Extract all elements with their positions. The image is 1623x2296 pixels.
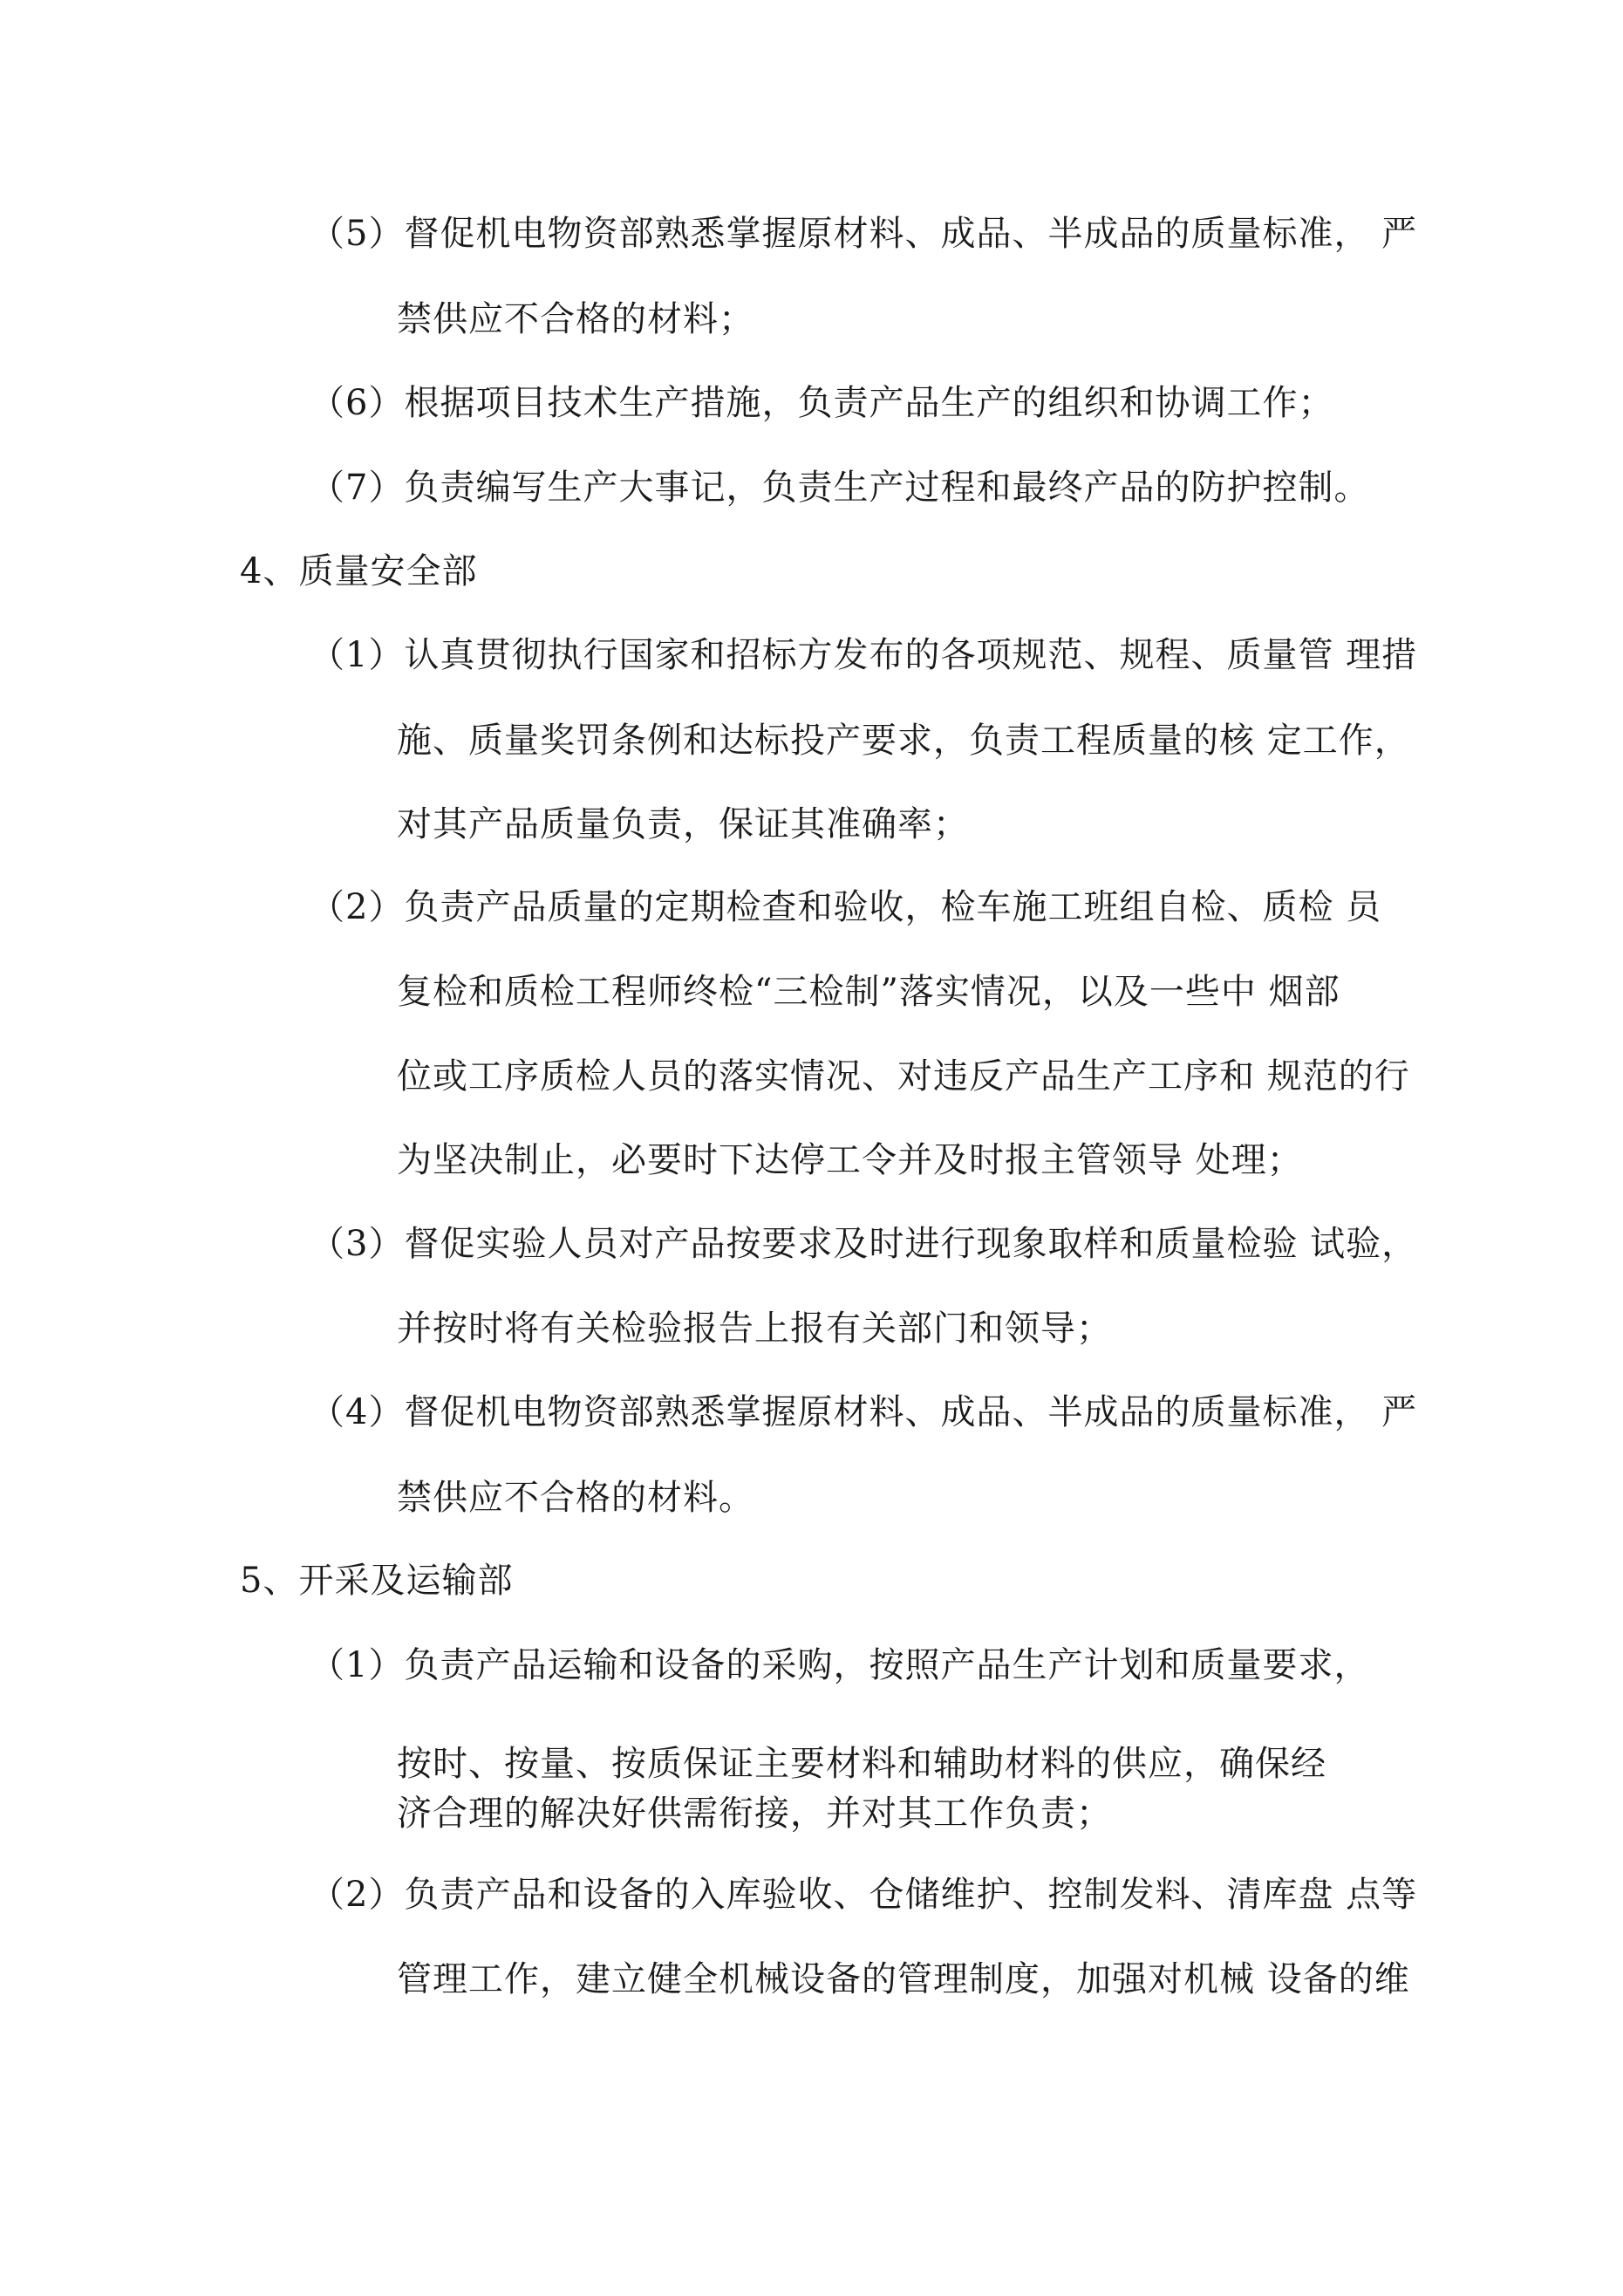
s4-item-2-line-2: 复检和质检工程师终检“三检制”落实情况，以及一些中 烟部 <box>397 972 1340 1012</box>
item-number: （7） <box>310 468 405 508</box>
section-heading: 4、质量安全部 <box>240 551 478 591</box>
s4-item-1-line-2: 施、质量奖罚条例和达标投产要求，负责工程质量的核 定工作， <box>397 721 1410 761</box>
s4-item-3-line-2: 并按时将有关检验报告上报有关部门和领导； <box>397 1309 1112 1349</box>
item-number: （4） <box>310 1392 405 1432</box>
s4-item-3-line-1 <box>310 1223 1417 1265</box>
s5-item-2-line-1 <box>310 1874 1417 1916</box>
item-text: 督促机电物资部熟悉掌握原材料、成品、半成品的质量标准， 严 <box>404 214 1418 254</box>
s4-item-1-line-3: 对其产品质量负责，保证其准确率； <box>397 804 969 844</box>
item-number: （3） <box>310 1224 405 1264</box>
section-heading: 5、开采及运输部 <box>240 1561 514 1601</box>
s4-item-4-line-1 <box>310 1391 1417 1433</box>
item-text: 负责产品质量的定期检查和验收，检车施工班组自检、质检 员 <box>404 887 1382 927</box>
item-text: 督促机电物资部熟悉掌握原材料、成品、半成品的质量标准， 严 <box>404 1392 1418 1432</box>
item-6-line-1 <box>310 382 1333 424</box>
item-text: 根据项目技术生产措施，负责产品生产的组织和协调工作； <box>404 383 1334 423</box>
item-number: （2） <box>310 1875 405 1915</box>
s4-item-2-line-3: 位或工序质检人员的落实情况、对违反产品生产工序和 规范的行 <box>397 1056 1410 1097</box>
s5-item-1-line-1 <box>310 1644 1369 1686</box>
s5-item-2-line-2: 管理工作，建立健全机械设备的管理制度，加强对机械 设备的维 <box>397 1959 1410 1999</box>
item-number: （1） <box>310 635 405 675</box>
item-5-line-1 <box>310 213 1417 255</box>
s5-item-1-line-2: 按时、按量、按质保证主要材料和辅助材料的供应，确保经 <box>397 1744 1326 1784</box>
s4-item-2-line-4: 为坚决制止，必要时下达停工令并及时报主管领导 处理； <box>397 1140 1303 1180</box>
item-number: （6） <box>310 383 405 423</box>
s5-item-1-line-3: 济合理的解决好供需衔接，并对其工作负责； <box>397 1794 1112 1834</box>
item-number: （5） <box>310 214 405 254</box>
s4-item-4-line-2: 禁供应不合格的材料。 <box>397 1478 754 1518</box>
s4-item-1-line-1 <box>310 634 1417 676</box>
item-number: （2） <box>310 887 405 927</box>
item-text: 负责编写生产大事记，负责生产过程和最终产品的防护控制。 <box>404 468 1370 508</box>
item-number: （1） <box>310 1645 405 1685</box>
item-text: 负责产品和设备的入库验收、仓储维护、控制发料、清库盘 点等 <box>404 1875 1418 1915</box>
item-7-line-1 <box>310 467 1369 509</box>
item-text: 负责产品运输和设备的采购，按照产品生产计划和质量要求， <box>404 1645 1370 1685</box>
item-5-line-2: 禁供应不合格的材料； <box>397 299 754 339</box>
item-text: 督促实验人员对产品按要求及时进行现象取样和质量检验 试验， <box>404 1224 1418 1264</box>
s4-item-2-line-1 <box>310 886 1381 928</box>
item-text: 认真贯彻执行国家和招标方发布的各项规范、规程、质量管 理措 <box>404 635 1418 675</box>
